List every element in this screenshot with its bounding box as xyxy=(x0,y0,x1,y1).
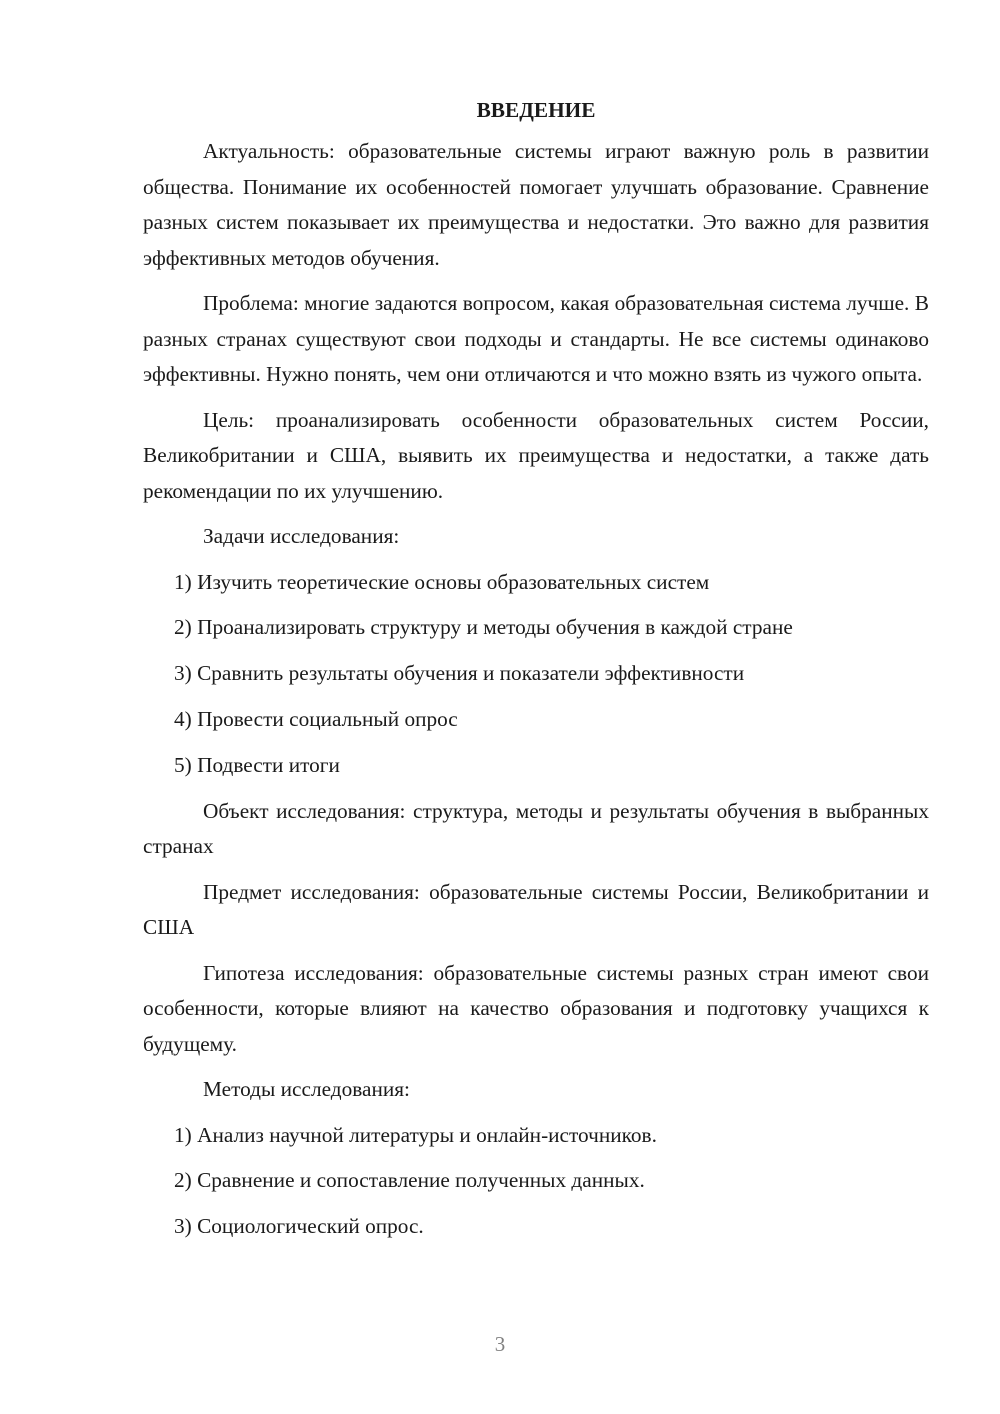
list-item: 1) Изучить теоретические основы образовательных систем xyxy=(174,569,710,594)
problem-paragraph: Проблема: многие задаются вопросом, какая образовательная система лучше. В разных странах существуют свои подходы и стандарты. Не все системы одинаково эффективны. Нужно понять, чем они отличаются и что можно взять из чужого опыта. xyxy=(143,291,929,386)
relevance-paragraph: Актуальность: образовательные системы играют важную роль в развитии общества. Понимание их особенностей помогает улучшать образование. Сравнение разных систем показывает их преимущества и недостатки. Это важно для развития эффективных методов обучения. xyxy=(143,139,929,270)
list-item: 5) Подвести итоги xyxy=(174,753,340,778)
list-item: 3) Социологический опрос. xyxy=(174,1214,424,1239)
list-item: 3) Сравнить результаты обучения и показатели эффективности xyxy=(174,661,745,686)
section-title: ВВЕДЕНИЕ xyxy=(476,98,596,122)
subject-paragraph: Предмет исследования: образовательные системы России, Великобритании и США xyxy=(143,879,929,940)
goal-paragraph: Цель: проанализировать особенности образовательных систем России, Великобритании и США, выявить их преимущества и недостатки, а также дать рекомендации по их улучшению. xyxy=(143,407,929,503)
list-item: 2) Проанализировать структуру и методы обучения в каждой стране xyxy=(174,615,793,640)
methods-heading: Методы исследования: xyxy=(203,1077,410,1102)
hypothesis-paragraph: Гипотеза исследования: образовательные системы разных стран имеют свои особенности, которые влияют на качество образования и подготовку учащихся к будущему. xyxy=(143,960,929,1056)
methods-list xyxy=(143,1118,929,1245)
list-item: 4) Провести социальный опрос xyxy=(174,707,458,732)
tasks-list xyxy=(143,565,929,784)
list-item: 2) Сравнение и сопоставление полученных данных. xyxy=(174,1168,645,1193)
document-page xyxy=(143,93,929,1255)
list-item: 1) Анализ научной литературы и онлайн-источников. xyxy=(174,1122,657,1147)
tasks-heading: Задачи исследования: xyxy=(203,524,400,548)
page-number: 3 xyxy=(494,1332,506,1356)
object-paragraph: Объект исследования: структура, методы и результаты обучения в выбранных странах xyxy=(143,798,929,859)
